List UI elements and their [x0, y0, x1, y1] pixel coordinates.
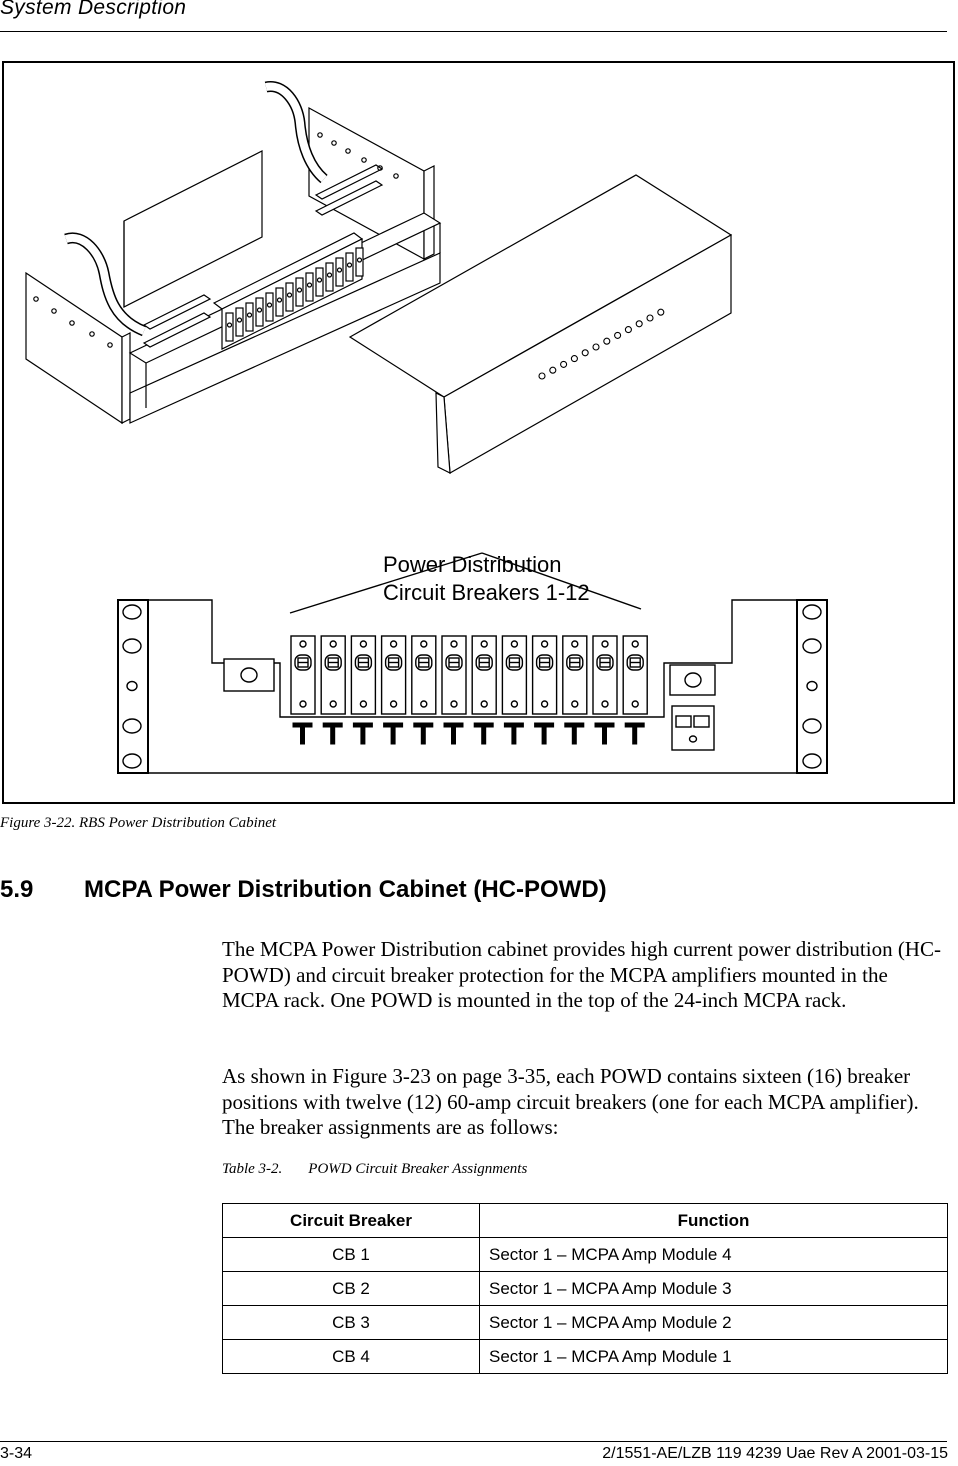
terminal-9	[535, 723, 554, 744]
breaker-assignment-table	[222, 1203, 948, 1374]
body-paragraph: As shown in Figure 3-23 on page 3-35, each POWD contains sixteen (16) breaker positions with twelve (12) 60-amp circuit breakers (one for each MCPA amplifier). The breaker assignments are as follows:	[222, 1064, 919, 1139]
header-rule	[0, 31, 947, 32]
circuit-breaker-7	[472, 636, 496, 714]
cell-circuit-breaker: CB 2	[223, 1272, 480, 1306]
cell-function: Sector 1 – MCPA Amp Module 3	[480, 1272, 948, 1306]
table-row	[223, 1238, 948, 1272]
circuit-breaker-8	[502, 636, 526, 714]
terminal-3	[353, 723, 372, 744]
table-label: Table 3-2.	[222, 1161, 283, 1177]
cell-function: Sector 1 – MCPA Amp Module 1	[480, 1340, 948, 1374]
terminal-2	[323, 723, 342, 744]
circuit-breaker-9	[533, 636, 557, 714]
document-id: 2/1551-AE/LZB 119 4239 Uae Rev A 2001-03-15	[602, 1445, 948, 1462]
figure-callout	[383, 551, 590, 607]
page-number: 3-34	[0, 1445, 33, 1462]
figure-caption: Figure 3-22. RBS Power Distribution Cabinet	[0, 815, 277, 831]
terminal-1	[293, 723, 312, 744]
circuit-breaker-1	[291, 636, 315, 714]
table-title: POWD Circuit Breaker Assignments	[308, 1161, 528, 1177]
circuit-breaker-5	[412, 636, 436, 714]
table-header-row	[223, 1204, 948, 1238]
callout-line-1: Power Distribution	[383, 552, 562, 577]
cell-circuit-breaker: CB 1	[223, 1238, 480, 1272]
section-title: MCPA Power Distribution Cabinet (HC-POWD)	[84, 876, 607, 903]
cell-function: Sector 1 – MCPA Amp Module 4	[480, 1238, 948, 1272]
table-caption	[222, 1161, 527, 1178]
terminal-8	[504, 723, 523, 744]
callout-line-2: Circuit Breakers 1-12	[383, 580, 590, 605]
terminal-6	[444, 723, 463, 744]
terminal-5	[414, 723, 433, 744]
circuit-breaker-11	[593, 636, 617, 714]
column-header-circuit-breaker: Circuit Breaker	[223, 1204, 480, 1238]
body-paragraph: The MCPA Power Distribution cabinet provides high current power distribution (HC-POWD) and circuit breaker protection for the MCPA amplifiers mounted in the MCPA rack. One POWD is mounted in the top of the 24-inch MCPA rack.	[222, 937, 941, 1012]
terminal-11	[595, 723, 614, 744]
circuit-breaker-3	[351, 636, 375, 714]
footer-rule	[0, 1441, 947, 1442]
cell-function: Sector 1 – MCPA Amp Module 2	[480, 1306, 948, 1340]
section-number: 5.9	[0, 876, 34, 903]
cabinet-illustration	[4, 63, 957, 806]
column-header-function: Function	[480, 1204, 948, 1238]
terminal-4	[384, 723, 403, 744]
terminal-10	[565, 723, 584, 744]
running-head-title: System Description	[0, 0, 187, 19]
cell-circuit-breaker: CB 3	[223, 1306, 480, 1340]
circuit-breaker-2	[321, 636, 345, 714]
circuit-breaker-10	[563, 636, 587, 714]
figure-frame	[2, 61, 955, 804]
section-heading	[0, 876, 607, 904]
cell-circuit-breaker: CB 4	[223, 1340, 480, 1374]
table-row	[223, 1306, 948, 1340]
circuit-breaker-4	[382, 636, 406, 714]
circuit-breaker-6	[442, 636, 466, 714]
terminal-7	[474, 723, 493, 744]
table-row	[223, 1340, 948, 1374]
terminal-12	[625, 723, 644, 744]
table-row	[223, 1272, 948, 1306]
circuit-breaker-12	[623, 636, 647, 714]
